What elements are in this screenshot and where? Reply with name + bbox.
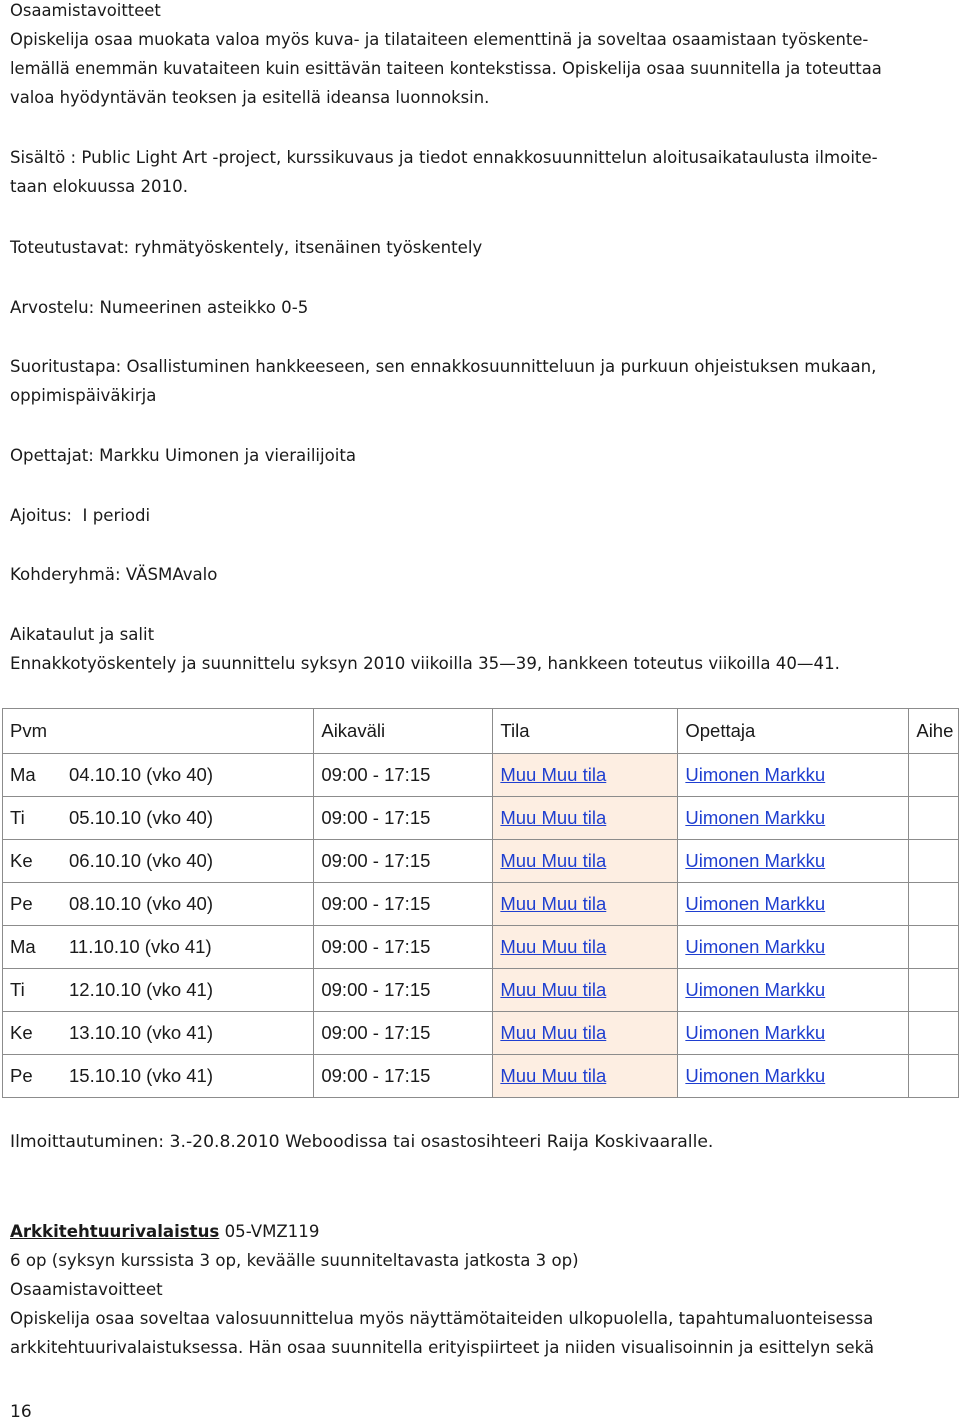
grading-section xyxy=(10,293,308,322)
schedule-table xyxy=(2,708,959,1098)
cell-time: 09:00 - 17:15 xyxy=(314,1012,493,1055)
grading-text: Arvostelu: Numeerinen asteikko 0-5 xyxy=(10,298,309,317)
cell-time: 09:00 - 17:15 xyxy=(314,883,493,926)
registration-section xyxy=(10,1128,713,1157)
cell-date: 08.10.10 (vko 40) xyxy=(62,883,314,926)
cell-topic xyxy=(909,754,959,797)
page-number: 16 xyxy=(10,1402,32,1422)
schedule-header-row xyxy=(3,709,959,754)
teacher-link[interactable]: Uimonen Markku xyxy=(685,807,826,828)
cell-time: 09:00 - 17:15 xyxy=(314,1055,493,1098)
cell-room[interactable] xyxy=(493,926,678,969)
cell-room[interactable] xyxy=(493,883,678,926)
room-link[interactable]: Muu Muu tila xyxy=(500,1065,607,1086)
schedule-note: Ennakkotyöskentely ja suunnittelu syksyn 2010 viikoilla 35—39, hankkeen toteutus viikoilla 40—41. xyxy=(10,654,840,673)
cell-room[interactable] xyxy=(493,754,678,797)
next-course-outcomes-line-1: Opiskelija osaa soveltaa valosuunnittelua myös näyttämötaiteiden ulkopuolella, tapahtumaluonteisessa xyxy=(10,1309,874,1328)
cell-day: Ma xyxy=(3,926,63,969)
next-course-outcomes-line-2: arkkitehtuurivalaistuksessa. Hän osaa suunnitella erityispiirteet ja niiden visualisoinnin ja esittelyn sekä xyxy=(10,1338,875,1357)
cell-teacher[interactable] xyxy=(678,1012,909,1055)
timing-section xyxy=(10,501,150,530)
cell-date: 05.10.10 (vko 40) xyxy=(62,797,314,840)
cell-teacher[interactable] xyxy=(678,926,909,969)
cell-topic xyxy=(909,1012,959,1055)
teacher-link[interactable]: Uimonen Markku xyxy=(685,1065,826,1086)
cell-teacher[interactable] xyxy=(678,883,909,926)
table-row xyxy=(3,840,959,883)
cell-date: 06.10.10 (vko 40) xyxy=(62,840,314,883)
content-line-2: taan elokuussa 2010. xyxy=(10,177,188,196)
teacher-link[interactable]: Uimonen Markku xyxy=(685,893,826,914)
cell-topic xyxy=(909,797,959,840)
teacher-link[interactable]: Uimonen Markku xyxy=(685,1022,826,1043)
room-link[interactable]: Muu Muu tila xyxy=(500,764,607,785)
cell-day: Ke xyxy=(3,1012,63,1055)
table-row xyxy=(3,797,959,840)
cell-room[interactable] xyxy=(493,1055,678,1098)
cell-day: Pe xyxy=(3,883,63,926)
cell-room[interactable] xyxy=(493,1012,678,1055)
next-course-title-line xyxy=(10,1217,874,1246)
cell-teacher[interactable] xyxy=(678,754,909,797)
cell-teacher[interactable] xyxy=(678,1055,909,1098)
room-link[interactable]: Muu Muu tila xyxy=(500,979,607,1000)
cell-day: Pe xyxy=(3,1055,63,1098)
learning-outcomes-heading: Osaamistavoitteet xyxy=(10,1,161,20)
table-row xyxy=(3,1012,959,1055)
cell-time: 09:00 - 17:15 xyxy=(314,926,493,969)
room-link[interactable]: Muu Muu tila xyxy=(500,1022,607,1043)
completion-line-2: oppimispäiväkirja xyxy=(10,386,157,405)
room-link[interactable]: Muu Muu tila xyxy=(500,850,607,871)
cell-topic xyxy=(909,926,959,969)
methods-section xyxy=(10,233,482,262)
cell-time: 09:00 - 17:15 xyxy=(314,754,493,797)
column-header-topic: Aihe xyxy=(909,709,959,754)
registration-text: Ilmoittautuminen: 3.-20.8.2010 Weboodissa tai osastosihteeri Raija Koskivaaralle. xyxy=(10,1132,714,1152)
table-row xyxy=(3,754,959,797)
cell-date: 12.10.10 (vko 41) xyxy=(62,969,314,1012)
teachers-section xyxy=(10,441,356,470)
cell-room[interactable] xyxy=(493,840,678,883)
table-row xyxy=(3,969,959,1012)
next-course-code: 05-VMZ119 xyxy=(219,1222,320,1241)
cell-time: 09:00 - 17:15 xyxy=(314,969,493,1012)
cell-teacher[interactable] xyxy=(678,840,909,883)
next-course-credits: 6 op (syksyn kurssista 3 op, keväälle suunniteltavasta jatkosta 3 op) xyxy=(10,1251,579,1270)
column-header-time: Aikaväli xyxy=(314,709,493,754)
cell-date: 15.10.10 (vko 41) xyxy=(62,1055,314,1098)
room-link[interactable]: Muu Muu tila xyxy=(500,936,607,957)
content-line-1: Sisältö : Public Light Art -project, kurssikuvaus ja tiedot ennakkosuunnittelun aloitusaikataulusta ilmoite- xyxy=(10,148,878,167)
learning-outcomes-section xyxy=(10,0,882,112)
schedule-heading: Aikataulut ja salit xyxy=(10,625,155,644)
cell-day: Ma xyxy=(3,754,63,797)
cell-topic xyxy=(909,969,959,1012)
room-link[interactable]: Muu Muu tila xyxy=(500,893,607,914)
learning-outcomes-line-1: Opiskelija osaa muokata valoa myös kuva- ja tilataiteen elementtinä ja soveltaa osaamistaan työskente- xyxy=(10,30,869,49)
table-row xyxy=(3,926,959,969)
column-header-date: Pvm xyxy=(3,709,314,754)
content-section xyxy=(10,143,878,201)
completion-line-1: Suoritustapa: Osallistuminen hankkeeseen, sen ennakkosuunnitteluun ja purkuun ohjeistuksen mukaan, xyxy=(10,357,877,376)
table-row xyxy=(3,883,959,926)
cell-teacher[interactable] xyxy=(678,969,909,1012)
next-course-title: Arkkitehtuurivalaistus xyxy=(10,1222,220,1241)
cell-time: 09:00 - 17:15 xyxy=(314,840,493,883)
cell-date: 04.10.10 (vko 40) xyxy=(62,754,314,797)
teacher-link[interactable]: Uimonen Markku xyxy=(685,936,826,957)
cell-time: 09:00 - 17:15 xyxy=(314,797,493,840)
teacher-link[interactable]: Uimonen Markku xyxy=(685,850,826,871)
cell-day: Ke xyxy=(3,840,63,883)
column-header-teacher: Opettaja xyxy=(678,709,909,754)
cell-date: 13.10.10 (vko 41) xyxy=(62,1012,314,1055)
cell-topic xyxy=(909,1055,959,1098)
column-header-room: Tila xyxy=(493,709,678,754)
cell-teacher[interactable] xyxy=(678,797,909,840)
teacher-link[interactable]: Uimonen Markku xyxy=(685,979,826,1000)
cell-date: 11.10.10 (vko 41) xyxy=(62,926,314,969)
completion-section xyxy=(10,352,876,410)
schedule-intro-section xyxy=(10,620,840,678)
methods-text: Toteutustavat: ryhmätyöskentely, itsenäinen työskentely xyxy=(10,238,483,257)
cell-topic xyxy=(909,883,959,926)
next-course-section xyxy=(10,1217,874,1362)
cell-room[interactable] xyxy=(493,969,678,1012)
cell-topic xyxy=(909,840,959,883)
cell-day: Ti xyxy=(3,969,63,1012)
learning-outcomes-line-3: valoa hyödyntävän teoksen ja esitellä ideansa luonnoksin. xyxy=(10,88,490,107)
target-group-section xyxy=(10,560,217,589)
cell-day: Ti xyxy=(3,797,63,840)
timing-text: Ajoitus: I periodi xyxy=(10,506,151,525)
learning-outcomes-line-2: lemällä enemmän kuvataiteen kuin esittävän taiteen kontekstissa. Opiskelija osaa suunnitella ja toteuttaa xyxy=(10,59,882,78)
cell-room[interactable] xyxy=(493,797,678,840)
teacher-link[interactable]: Uimonen Markku xyxy=(685,764,826,785)
next-course-outcomes-heading: Osaamistavoitteet xyxy=(10,1280,163,1299)
room-link[interactable]: Muu Muu tila xyxy=(500,807,607,828)
target-group-text: Kohderyhmä: VÄSMAvalo xyxy=(10,565,218,584)
table-row xyxy=(3,1055,959,1098)
teachers-text: Opettajat: Markku Uimonen ja vierailijoita xyxy=(10,446,357,465)
